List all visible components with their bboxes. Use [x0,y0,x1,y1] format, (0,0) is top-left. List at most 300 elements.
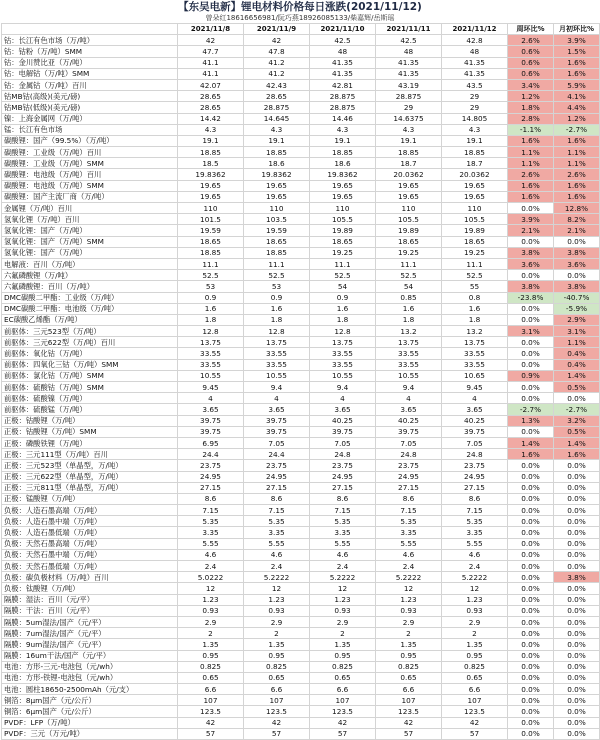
price-cell: 19.65 [178,180,244,191]
price-cell: 8.6 [178,493,244,504]
material-name: 碳酸锂：工业级（万/吨）SMM [2,158,178,169]
price-cell: 28.875 [310,102,376,113]
price-cell: 19.1 [178,135,244,146]
price-cell: 12.8 [310,326,376,337]
price-cell: 9.4 [376,382,442,393]
price-cell: 3.35 [442,527,508,538]
price-cell: 13.75 [244,337,310,348]
table-row [2,449,600,460]
price-cell: 0.95 [442,650,508,661]
price-cell: 2.9 [178,616,244,627]
price-cell: 28.875 [376,91,442,102]
month-change-cell: 3.8% [554,572,600,583]
price-cell: 19.65 [442,191,508,202]
price-cell: 105.5 [310,214,376,225]
price-cell: 19.25 [310,247,376,258]
price-cell: 53 [178,281,244,292]
price-cell: 1.35 [178,639,244,650]
price-cell: 9.4 [244,382,310,393]
price-cell: 33.55 [244,348,310,359]
price-cell: 42.5 [310,35,376,46]
table-row [2,493,600,504]
month-change-cell: 0.0% [554,538,600,549]
price-cell: 7.15 [244,505,310,516]
month-change-cell: 1.1% [554,147,600,158]
table-row [2,214,600,225]
price-cell: 33.55 [244,359,310,370]
month-change-cell: 4.4% [554,102,600,113]
table-body [2,35,600,740]
price-cell: 0.825 [244,661,310,672]
price-cell: 8.6 [442,493,508,504]
week-change-cell: 0.0% [508,303,554,314]
month-change-cell: 3.8% [554,247,600,258]
price-cell: 4.6 [376,549,442,560]
table-row [2,158,600,169]
month-change-cell: 12.8% [554,203,600,214]
month-change-cell: 2.6% [554,169,600,180]
month-change-cell: 0.0% [554,616,600,627]
price-cell: 2 [376,628,442,639]
price-cell: 12.8 [244,326,310,337]
price-cell: 42 [376,717,442,728]
price-cell: 33.55 [442,359,508,370]
price-cell: 33.55 [178,359,244,370]
price-cell: 10.55 [376,370,442,381]
price-cell: 5.55 [244,538,310,549]
week-change-cell: 3.9% [508,214,554,225]
price-cell: 57 [178,728,244,739]
month-change-cell: 0.5% [554,382,600,393]
price-cell: 3.35 [244,527,310,538]
week-change-cell: 2.8% [508,113,554,124]
table-row [2,292,600,303]
table-row [2,404,600,415]
price-cell: 19.65 [376,191,442,202]
price-cell: 5.35 [376,516,442,527]
price-cell: 18.65 [376,236,442,247]
price-cell: 4.6 [244,549,310,560]
month-change-cell: 8.2% [554,214,600,225]
price-cell: 1.6 [244,303,310,314]
month-change-cell: 5.9% [554,79,600,90]
price-cell: 4.6 [442,549,508,560]
price-cell: 4.3 [244,124,310,135]
month-change-cell: 0.0% [554,561,600,572]
price-cell: 0.825 [178,661,244,672]
table-row [2,695,600,706]
week-change-cell: 0.0% [508,695,554,706]
material-name: 电池：方形-铁锂-电池包（元/wh） [2,672,178,683]
week-change-cell: 0.0% [508,314,554,325]
price-cell: 23.75 [178,460,244,471]
month-change-cell: 0.0% [554,527,600,538]
price-cell: 0.65 [310,672,376,683]
price-cell: 52.5 [178,270,244,281]
table-row [2,415,600,426]
price-cell: 1.8 [376,314,442,325]
price-cell: 18.7 [376,158,442,169]
price-cell: 14.42 [178,113,244,124]
price-cell: 0.95 [376,650,442,661]
material-name: 隔膜：5um湿法/国产（元/平） [2,616,178,627]
price-cell: 52.5 [310,270,376,281]
week-change-cell: 1.1% [508,158,554,169]
price-cell: 18.7 [442,158,508,169]
price-cell: 19.89 [310,225,376,236]
price-cell: 23.75 [244,460,310,471]
price-cell: 39.75 [244,415,310,426]
material-name: 钴：长江有色市场（万/吨） [2,35,178,46]
week-change-cell: 0.0% [508,393,554,404]
material-name: 前驱体：硫酸锰（万/吨） [2,404,178,415]
price-cell: 28.875 [310,91,376,102]
table-row [2,505,600,516]
week-change-cell: 3.8% [508,281,554,292]
price-cell: 42 [244,35,310,46]
month-change-cell: 0.0% [554,493,600,504]
material-name: 碳酸锂：工业级（万/吨）百川 [2,147,178,158]
month-change-cell: -2.7% [554,404,600,415]
week-change-cell: 1.6% [508,449,554,460]
price-cell: 24.8 [376,449,442,460]
material-name: 氢氧化锂：国产（万/吨） [2,247,178,258]
table-row [2,247,600,258]
price-cell: 14.6375 [376,113,442,124]
price-cell: 57 [376,728,442,739]
price-cell: 123.5 [376,706,442,717]
week-change-cell: 1.8% [508,102,554,113]
price-cell: 101.5 [178,214,244,225]
table-row [2,225,600,236]
price-cell: 18.85 [178,147,244,158]
price-cell: 2.4 [376,561,442,572]
price-cell: 24.95 [310,471,376,482]
month-change-cell: -40.7% [554,292,600,303]
price-cell: 107 [310,695,376,706]
price-cell: 5.35 [244,516,310,527]
price-cell: 23.75 [442,460,508,471]
table-row [2,460,600,471]
price-cell: 19.1 [310,135,376,146]
month-change-cell: -5.9% [554,303,600,314]
price-cell: 55 [442,281,508,292]
month-change-cell: 1.6% [554,191,600,202]
price-cell: 2 [244,628,310,639]
month-change-cell: 0.0% [554,594,600,605]
table-row [2,314,600,325]
week-change-cell: 3.8% [508,247,554,258]
column-header: 2021/11/8 [178,24,244,35]
week-change-cell: 0.0% [508,706,554,717]
price-cell: 18.6 [310,158,376,169]
price-cell: 0.825 [376,661,442,672]
material-name: 正极：钴酸锂（万/吨）SMM [2,426,178,437]
price-cell: 4 [442,393,508,404]
week-change-cell: 0.0% [508,672,554,683]
week-change-cell: 0.0% [508,628,554,639]
table-row [2,717,600,728]
week-change-cell: 2.6% [508,35,554,46]
table-row [2,605,600,616]
month-change-cell: 0.0% [554,393,600,404]
price-cell: 41.35 [310,68,376,79]
month-change-cell: 0.0% [554,460,600,471]
material-name: 碳酸锂：国产主流厂商（万/吨） [2,191,178,202]
price-cell: 5.0222 [178,572,244,583]
price-cell: 54 [376,281,442,292]
price-cell: 43.5 [442,79,508,90]
week-change-cell: 0.0% [508,426,554,437]
price-cell: 0.65 [376,672,442,683]
price-cell: 3.65 [376,404,442,415]
table-row [2,628,600,639]
price-cell: 13.75 [376,337,442,348]
month-change-cell: 1.5% [554,46,600,57]
month-change-cell: 0.0% [554,583,600,594]
price-cell: 57 [442,728,508,739]
week-change-cell: -1.1% [508,124,554,135]
price-cell: 1.23 [376,594,442,605]
week-change-cell: 1.3% [508,415,554,426]
price-cell: 24.95 [244,471,310,482]
price-cell: 105.5 [376,214,442,225]
price-cell: 12 [310,583,376,594]
month-change-cell: 3.9% [554,35,600,46]
price-cell: 13.75 [442,337,508,348]
price-cell: 1.23 [178,594,244,605]
price-cell: 41.35 [376,57,442,68]
material-name: 氢氧化锂：国产（万/吨）SMM [2,236,178,247]
price-cell: 29 [442,91,508,102]
price-cell: 0.8 [442,292,508,303]
week-change-cell: 0.0% [508,505,554,516]
month-change-cell: 0.0% [554,661,600,672]
price-cell: 33.55 [442,348,508,359]
price-cell: 19.1 [442,135,508,146]
price-table [1,23,600,740]
price-cell: 12 [442,583,508,594]
material-name: 负极：天然石墨中端（万/吨） [2,549,178,560]
price-cell: 19.65 [310,191,376,202]
price-cell: 7.05 [376,437,442,448]
price-cell: 19.89 [442,225,508,236]
price-cell: 18.6 [244,158,310,169]
week-change-cell: 0.0% [508,460,554,471]
price-cell: 20.0362 [376,169,442,180]
table-row [2,258,600,269]
price-cell: 107 [376,695,442,706]
price-cell: 7.15 [376,505,442,516]
material-name: 负极：碳负极材料（万/吨）百川 [2,572,178,583]
table-row [2,382,600,393]
price-cell: 23.75 [310,460,376,471]
week-change-cell: 1.6% [508,135,554,146]
price-cell: 33.55 [178,348,244,359]
table-row [2,549,600,560]
price-cell: 24.4 [244,449,310,460]
table-row [2,35,600,46]
column-header: 2021/11/9 [244,24,310,35]
material-name: 钴MB钴(高级)(美元/磅) [2,91,178,102]
price-cell: 41.35 [376,68,442,79]
price-cell: 1.6 [442,303,508,314]
table-row [2,370,600,381]
table-row [2,68,600,79]
price-cell: 6.6 [178,684,244,695]
month-change-cell: 1.1% [554,158,600,169]
week-change-cell: 1.6% [508,191,554,202]
week-change-cell: 0.0% [508,527,554,538]
price-cell: 14.805 [442,113,508,124]
price-cell: 19.65 [376,180,442,191]
price-cell: 0.9 [178,292,244,303]
price-cell: 5.2222 [442,572,508,583]
table-row [2,616,600,627]
price-cell: 2.4 [244,561,310,572]
material-name: 铜箔：8μm国产（元/公斤） [2,695,178,706]
table-row [2,79,600,90]
table-row [2,661,600,672]
table-row [2,348,600,359]
price-cell: 6.6 [442,684,508,695]
price-cell: 5.55 [376,538,442,549]
price-cell: 39.75 [442,426,508,437]
price-cell: 19.89 [376,225,442,236]
price-cell: 39.75 [178,426,244,437]
material-name: 正极：三元622型（单晶型，万/吨） [2,471,178,482]
table-row [2,326,600,337]
table-row [2,46,600,57]
price-cell: 8.6 [244,493,310,504]
price-cell: 7.15 [310,505,376,516]
price-cell: 0.93 [442,605,508,616]
price-cell: 4 [376,393,442,404]
price-cell: 33.55 [310,359,376,370]
week-change-cell: 3.1% [508,326,554,337]
table-row [2,527,600,538]
price-cell: 39.75 [376,426,442,437]
price-cell: 18.65 [178,236,244,247]
week-change-cell: 1.4% [508,437,554,448]
price-cell: 42 [178,717,244,728]
price-cell: 11.1 [310,258,376,269]
month-change-cell: 3.2% [554,415,600,426]
week-change-cell: 0.0% [508,493,554,504]
month-change-cell: -2.7% [554,124,600,135]
table-row [2,359,600,370]
price-cell: 47.8 [244,46,310,57]
price-cell: 2.9 [442,616,508,627]
price-cell: 4 [244,393,310,404]
price-cell: 24.95 [442,471,508,482]
week-change-cell: 0.0% [508,572,554,583]
material-name: 正极：锰酸锂（万/吨） [2,493,178,504]
price-cell: 33.55 [376,359,442,370]
month-change-cell: 1.4% [554,437,600,448]
price-cell: 19.59 [178,225,244,236]
material-name: 电池：圆柱18650-2500mAh（元/支） [2,684,178,695]
table-row [2,538,600,549]
price-cell: 47.7 [178,46,244,57]
material-name: 钴：钴粉（万/吨）SMM [2,46,178,57]
week-change-cell: 0.0% [508,203,554,214]
month-change-cell: 1.6% [554,57,600,68]
month-change-cell: 0.0% [554,650,600,661]
material-name: 前驱体：氧化钴（万/吨） [2,348,178,359]
price-cell: 14.645 [244,113,310,124]
price-cell: 13.2 [376,326,442,337]
price-cell: 110 [178,203,244,214]
price-cell: 39.75 [244,426,310,437]
price-cell: 48 [376,46,442,57]
price-cell: 12 [376,583,442,594]
price-cell: 2 [178,628,244,639]
month-change-cell: 3.8% [554,281,600,292]
week-change-cell: 0.0% [508,684,554,695]
month-change-cell: 0.0% [554,516,600,527]
table-row [2,672,600,683]
price-cell: 48 [442,46,508,57]
price-cell: 0.85 [376,292,442,303]
price-cell: 123.5 [244,706,310,717]
price-cell: 40.25 [376,415,442,426]
material-name: 碳酸锂：电池级（万/吨）SMM [2,180,178,191]
material-name: 隔膜：湿法：百川（元/平） [2,594,178,605]
price-cell: 4.3 [178,124,244,135]
price-cell: 9.45 [442,382,508,393]
table-row [2,57,600,68]
price-cell: 3.35 [376,527,442,538]
table-row [2,236,600,247]
month-change-cell: 0.0% [554,236,600,247]
month-change-cell: 0.0% [554,717,600,728]
price-cell: 11.1 [244,258,310,269]
price-cell: 2.4 [442,561,508,572]
material-name: 隔膜：16um干法/国产（元/平） [2,650,178,661]
table-row [2,91,600,102]
week-change-cell: 0.6% [508,57,554,68]
price-cell: 52.5 [244,270,310,281]
week-change-cell: 0.0% [508,639,554,650]
material-name: 隔膜：9um湿法/国产（元/平） [2,639,178,650]
material-name: 正极：磷酸铁锂（万/吨） [2,437,178,448]
table-row [2,583,600,594]
price-cell: 6.95 [178,437,244,448]
material-name: 钴：电解钴（万/吨）SMM [2,68,178,79]
price-cell: 110 [442,203,508,214]
material-name: 金属锂（万/吨）百川 [2,203,178,214]
column-header: 2021/11/12 [442,24,508,35]
week-change-cell: 3.6% [508,258,554,269]
price-cell: 10.55 [178,370,244,381]
price-cell: 23.75 [376,460,442,471]
price-cell: 53 [244,281,310,292]
price-cell: 19.65 [310,180,376,191]
price-cell: 0.95 [178,650,244,661]
price-cell: 1.35 [442,639,508,650]
price-cell: 42 [244,717,310,728]
price-cell: 24.95 [178,471,244,482]
price-cell: 1.6 [376,303,442,314]
price-cell: 5.55 [442,538,508,549]
price-cell: 18.85 [310,147,376,158]
price-cell: 7.15 [178,505,244,516]
week-change-cell: 0.0% [508,549,554,560]
price-cell: 19.8362 [244,169,310,180]
material-name: 铜箔：6μm国产（元/公斤） [2,706,178,717]
month-change-cell: 1.4% [554,370,600,381]
